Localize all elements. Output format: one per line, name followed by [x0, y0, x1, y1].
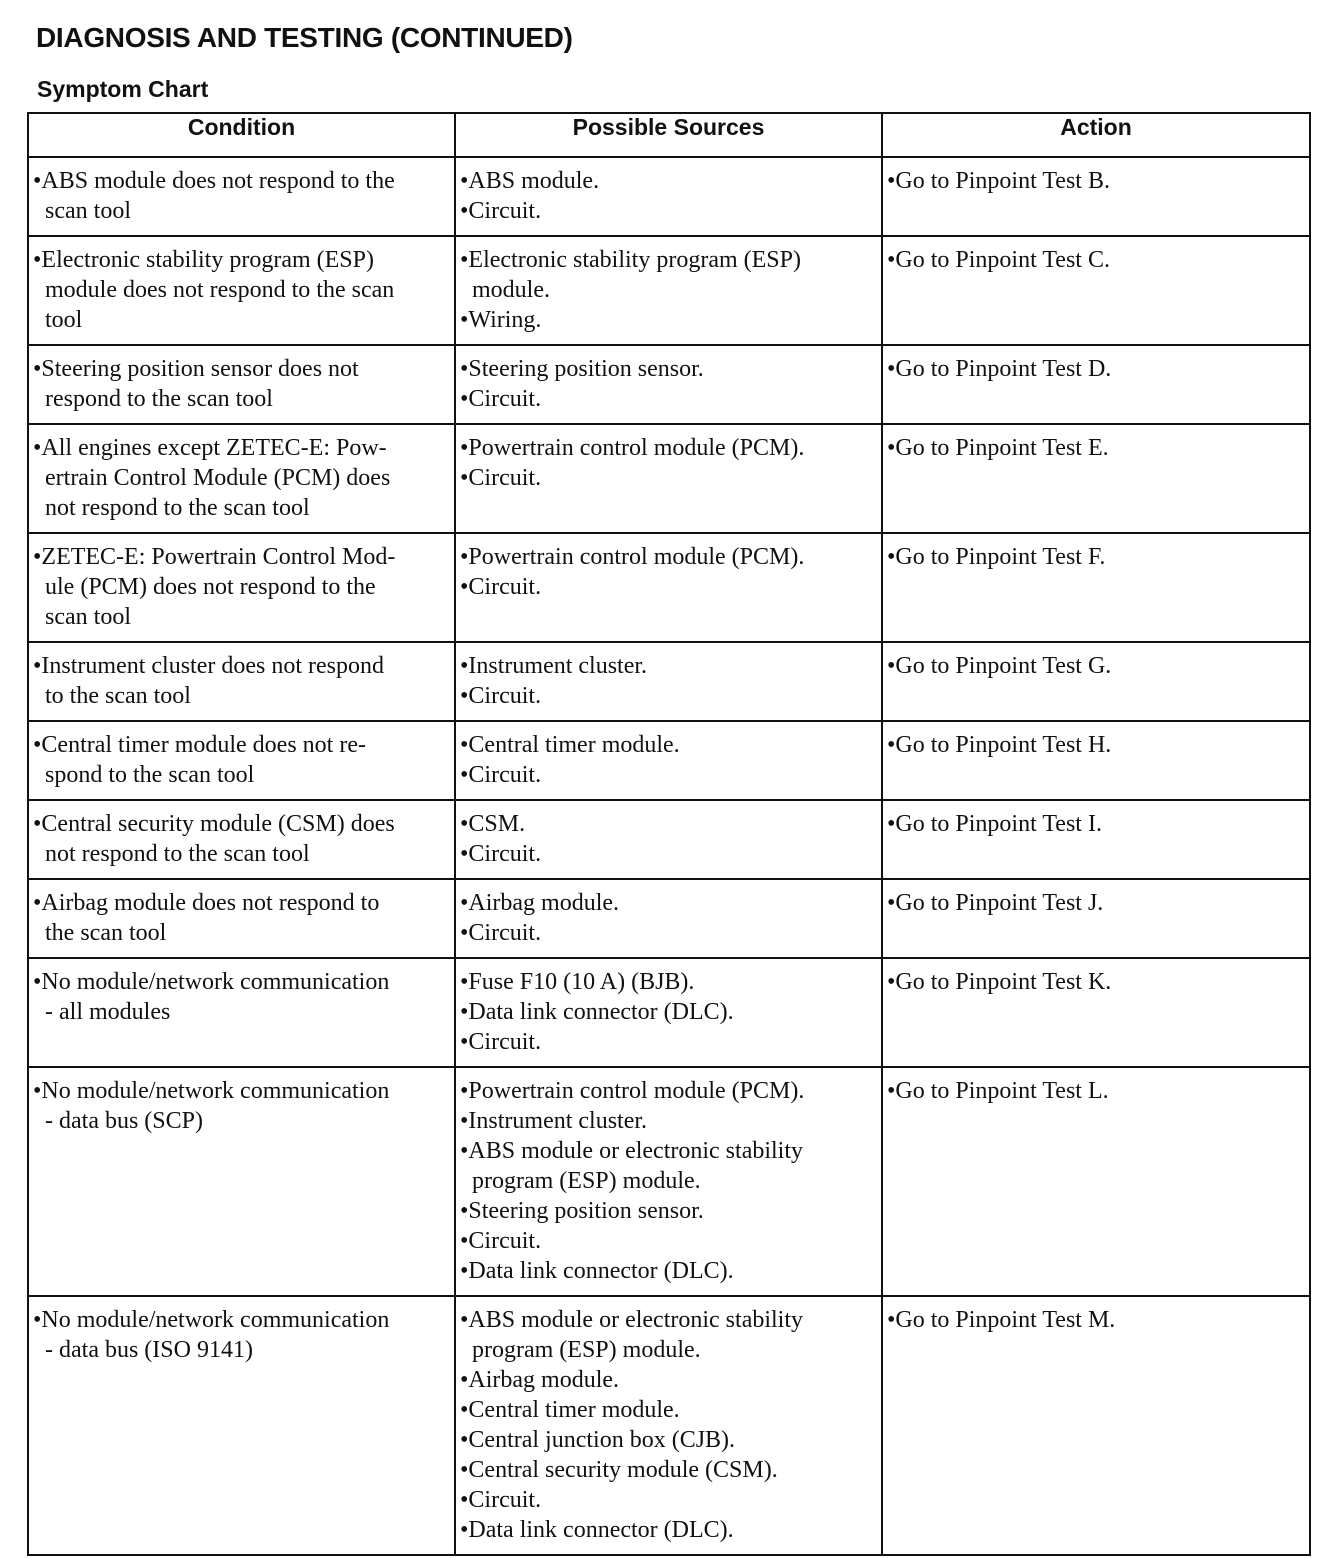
symptom-chart-table: [27, 112, 1311, 1556]
condition-line: • No module/network communication: [33, 967, 450, 997]
condition-cell: [28, 533, 455, 642]
source-item: • CSM.: [460, 809, 877, 839]
possible-sources-cell: [455, 1296, 882, 1555]
possible-sources-cell: [455, 345, 882, 424]
source-item: • Circuit.: [460, 681, 877, 711]
table-row: [28, 345, 1310, 424]
action-cell: [882, 157, 1310, 236]
condition-line: • Central timer module does not re-: [33, 730, 450, 760]
action-cell: [882, 345, 1310, 424]
table-row: [28, 1296, 1310, 1555]
condition-line: • Steering position sensor does not: [33, 354, 450, 384]
action-text: • Go to Pinpoint Test G.: [887, 651, 1305, 681]
action-text: • Go to Pinpoint Test F.: [887, 542, 1305, 572]
condition-line: • No module/network communication: [33, 1305, 450, 1335]
source-item: • Airbag module.: [460, 888, 877, 918]
source-item: • Data link connector (DLC).: [460, 1515, 877, 1545]
source-item: • Powertrain control module (PCM).: [460, 1076, 877, 1106]
condition-line: • ZETEC-E: Powertrain Control Mod-: [33, 542, 450, 572]
action-text: • Go to Pinpoint Test B.: [887, 166, 1305, 196]
table-header-row: [28, 113, 1310, 157]
source-item: • Circuit.: [460, 196, 877, 226]
source-item: • Airbag module.: [460, 1365, 877, 1395]
action-text: • Go to Pinpoint Test E.: [887, 433, 1305, 463]
action-cell: [882, 236, 1310, 345]
table-row: [28, 533, 1310, 642]
condition-line: to the scan tool: [45, 683, 191, 709]
possible-sources-cell: [455, 533, 882, 642]
table-row: [28, 800, 1310, 879]
action-cell: [882, 642, 1310, 721]
possible-sources-cell: [455, 879, 882, 958]
possible-sources-cell: [455, 721, 882, 800]
source-item: • Powertrain control module (PCM).: [460, 433, 877, 463]
source-item: • Circuit.: [460, 463, 877, 493]
condition-cell: [28, 424, 455, 533]
condition-cell: [28, 345, 455, 424]
possible-sources-cell: [455, 1067, 882, 1296]
source-item: • ABS module or electronic stability program (ESP) module.: [460, 1136, 877, 1196]
condition-cell: [28, 157, 455, 236]
source-item: • Instrument cluster.: [460, 1106, 877, 1136]
source-item: • Circuit.: [460, 918, 877, 948]
table-row: [28, 236, 1310, 345]
action-text: • Go to Pinpoint Test C.: [887, 245, 1305, 275]
source-item: • Circuit.: [460, 839, 877, 869]
condition-line: • Airbag module does not respond to: [33, 888, 450, 918]
column-header-possible-sources: Possible Sources: [455, 113, 882, 157]
source-item: • ABS module.: [460, 166, 877, 196]
condition-line: ertrain Control Module (PCM) does: [45, 465, 391, 491]
condition-line: - data bus (SCP): [45, 1108, 203, 1134]
source-item: • Data link connector (DLC).: [460, 997, 877, 1027]
condition-line: • No module/network communication: [33, 1076, 450, 1106]
source-item: • Instrument cluster.: [460, 651, 877, 681]
table-row: [28, 642, 1310, 721]
table-row: [28, 721, 1310, 800]
source-item: • Steering position sensor.: [460, 354, 877, 384]
action-text: • Go to Pinpoint Test M.: [887, 1305, 1305, 1335]
table-row: [28, 879, 1310, 958]
source-item: • Circuit.: [460, 760, 877, 790]
possible-sources-cell: [455, 157, 882, 236]
condition-cell: [28, 800, 455, 879]
possible-sources-cell: [455, 236, 882, 345]
action-cell: [882, 879, 1310, 958]
condition-line: • Central security module (CSM) does: [33, 809, 450, 839]
condition-cell: [28, 642, 455, 721]
action-text: • Go to Pinpoint Test D.: [887, 354, 1305, 384]
action-cell: [882, 721, 1310, 800]
action-text: • Go to Pinpoint Test I.: [887, 809, 1305, 839]
condition-cell: [28, 721, 455, 800]
source-item: • ABS module or electronic stability program (ESP) module.: [460, 1305, 877, 1365]
table-row: [28, 958, 1310, 1067]
condition-line: scan tool: [45, 604, 131, 630]
condition-cell: [28, 879, 455, 958]
condition-line: not respond to the scan tool: [45, 495, 310, 521]
source-item: • Circuit.: [460, 384, 877, 414]
condition-cell: [28, 1296, 455, 1555]
page-title: DIAGNOSIS AND TESTING (CONTINUED): [36, 22, 573, 53]
condition-cell: [28, 958, 455, 1067]
source-item: • Powertrain control module (PCM).: [460, 542, 877, 572]
source-item: • Central security module (CSM).: [460, 1455, 877, 1485]
condition-cell: [28, 236, 455, 345]
action-text: • Go to Pinpoint Test L.: [887, 1076, 1305, 1106]
source-item: • Circuit.: [460, 572, 877, 602]
action-cell: [882, 533, 1310, 642]
possible-sources-cell: [455, 958, 882, 1067]
table-row: [28, 157, 1310, 236]
source-item: • Circuit.: [460, 1485, 877, 1515]
table-row: [28, 424, 1310, 533]
condition-line: • ABS module does not respond to the: [33, 166, 450, 196]
possible-sources-cell: [455, 424, 882, 533]
possible-sources-cell: [455, 800, 882, 879]
condition-line: module does not respond to the scan: [45, 277, 395, 303]
source-item: • Data link connector (DLC).: [460, 1256, 877, 1286]
condition-line: spond to the scan tool: [45, 762, 255, 788]
source-item: • Circuit.: [460, 1027, 877, 1057]
condition-line: respond to the scan tool: [45, 386, 273, 412]
section-subtitle: Symptom Chart: [37, 76, 209, 102]
source-item: • Fuse F10 (10 A) (BJB).: [460, 967, 877, 997]
possible-sources-cell: [455, 642, 882, 721]
column-header-action: Action: [882, 113, 1310, 157]
condition-line: the scan tool: [45, 920, 167, 946]
condition-line: scan tool: [45, 198, 131, 224]
action-cell: [882, 958, 1310, 1067]
condition-line: ule (PCM) does not respond to the: [45, 574, 376, 600]
action-text: • Go to Pinpoint Test K.: [887, 967, 1305, 997]
table-row: [28, 1067, 1310, 1296]
source-item: • Circuit.: [460, 1226, 877, 1256]
condition-line: tool: [45, 307, 83, 333]
action-text: • Go to Pinpoint Test J.: [887, 888, 1305, 918]
condition-line: • Instrument cluster does not respond: [33, 651, 450, 681]
condition-line: - all modules: [45, 999, 171, 1025]
source-item: • Electronic stability program (ESP) module.: [460, 245, 877, 305]
action-text: • Go to Pinpoint Test H.: [887, 730, 1305, 760]
column-header-condition: Condition: [28, 113, 455, 157]
action-cell: [882, 800, 1310, 879]
condition-line: - data bus (ISO 9141): [45, 1337, 253, 1363]
action-cell: [882, 1296, 1310, 1555]
condition-line: not respond to the scan tool: [45, 841, 310, 867]
source-item: • Central timer module.: [460, 730, 877, 760]
condition-line: • Electronic stability program (ESP): [33, 245, 450, 275]
source-item: • Central junction box (CJB).: [460, 1425, 877, 1455]
condition-cell: [28, 1067, 455, 1296]
source-item: • Wiring.: [460, 305, 877, 335]
source-item: • Steering position sensor.: [460, 1196, 877, 1226]
action-cell: [882, 424, 1310, 533]
action-cell: [882, 1067, 1310, 1296]
condition-line: • All engines except ZETEC-E: Pow-: [33, 433, 450, 463]
source-item: • Central timer module.: [460, 1395, 877, 1425]
